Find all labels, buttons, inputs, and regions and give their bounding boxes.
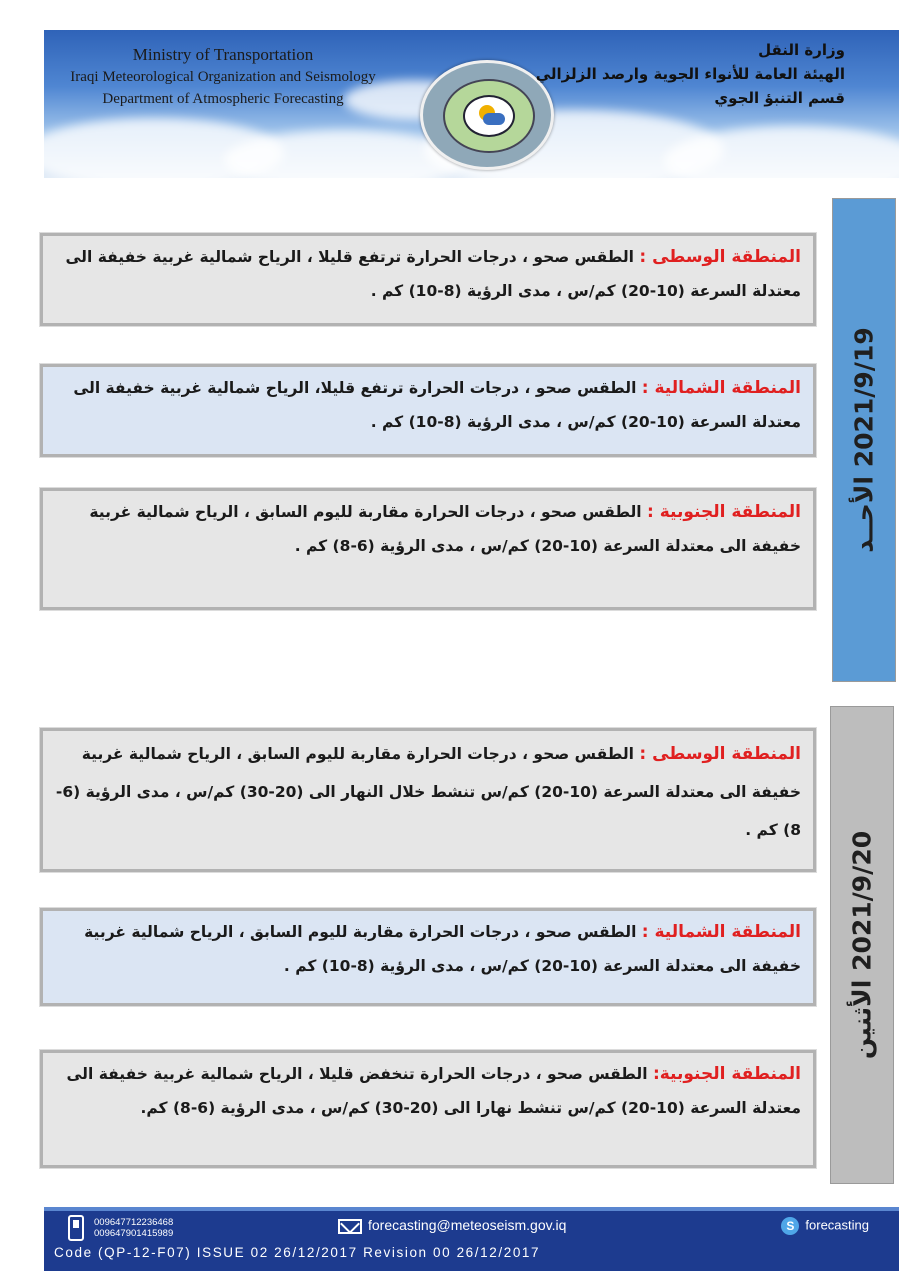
day-2-forecast-central: [40, 728, 816, 872]
forecast-text: الطقس صحو ، درجات الحرارة تنخفض قليلا ، الرياح شمالية غربية خفيفة الى معتدلة السرعة (10-20) كم/س تنشط نهارا الى (20-30) كم/س ، مدى الرؤية (6-8) كم.: [66, 1065, 801, 1117]
day-2-forecast-south: [40, 1050, 816, 1168]
region-label: المنطقة الشمالية :: [641, 378, 801, 398]
forecast-text: الطقس صحو ، درجات الحرارة ترتفع قليلا، الرياح شمالية غربية خفيفة الى معتدلة السرعة (10-20) كم/س ، مدى الرؤية (8-10) كم .: [73, 379, 801, 431]
region-label: المنطقة الجنوبية:: [652, 1064, 801, 1084]
organization-logo-icon: [420, 60, 554, 170]
day-2-date-column: [830, 706, 894, 1184]
footer-bar: [44, 1207, 899, 1271]
department-name-en: Department of Atmospheric Forecasting: [102, 91, 344, 107]
forecast-text: الطقس صحو ، درجات الحرارة مقاربة لليوم السابق ، الرياح شمالية غربية خفيفة الى معتدلة السرعة (10-20) كم/س تنشط خلال النهار الى (20-30) كم/س ، مدى الرؤية (6-8) كم .: [55, 745, 801, 839]
day-2-forecast-north: [40, 908, 816, 1006]
department-name-ar: قسم التنبؤ الجوي: [714, 89, 845, 107]
phone-numbers: [94, 1217, 173, 1239]
forecast-text: الطقس صحو ، درجات الحرارة مقاربة لليوم السابق ، الرياح شمالية غربية خفيفة الى معتدلة السرعة (10-20) كم/س ، مدى الرؤية (8-10) كم .: [84, 923, 801, 975]
skype-contact[interactable]: [781, 1217, 869, 1235]
header-banner: [44, 30, 899, 178]
day-1-date-label: 2021/9/19 الأحــد: [849, 327, 879, 553]
email-contact[interactable]: [338, 1217, 566, 1234]
phone-number-2[interactable]: 009647901415989: [94, 1228, 174, 1239]
forecast-text: الطقس صحو ، درجات الحرارة ترتفع قليلا ، الرياح شمالية غربية خفيفة الى معتدلة السرعة (10-20) كم/س ، مدى الرؤية (8-10) كم .: [65, 248, 801, 300]
organization-name-ar: الهيئة العامة للأنواء الجوية وارصد الزلزالي: [535, 65, 845, 83]
forecast-text: الطقس صحو ، درجات الحرارة مقاربة لليوم السابق ، الرياح شمالية غربية خفيفة الى معتدلة السرعة (10-20) كم/س ، مدى الرؤية (6-8) كم .: [89, 503, 801, 555]
email-address[interactable]: forecasting@meteoseism.gov.iq: [368, 1217, 567, 1233]
ministry-name-en: Ministry of Transportation: [132, 45, 314, 64]
region-label: المنطقة الجنوبية :: [647, 502, 801, 522]
envelope-icon: [338, 1219, 362, 1234]
skype-icon: S: [781, 1217, 799, 1235]
skype-handle[interactable]: forecasting: [805, 1217, 869, 1233]
footer-contacts: [44, 1219, 899, 1243]
day-1-date-column: [832, 198, 896, 682]
ministry-name-ar: وزارة النقل: [758, 41, 845, 59]
day-1-forecast-north: [40, 364, 816, 457]
phone-icon: [68, 1215, 84, 1241]
phone-number-1[interactable]: 009647712236468: [94, 1217, 174, 1228]
organization-name-en: Iraqi Meteorological Organization and Seismology: [70, 69, 376, 85]
header-arabic-block: [535, 38, 845, 110]
day-1-forecast-central: [40, 233, 816, 326]
region-label: المنطقة الشمالية :: [641, 922, 801, 942]
region-label: المنطقة الوسطى :: [639, 247, 801, 267]
document-code-line: Code (QP-12-F07) ISSUE 02 26/12/2017 Revision 00 26/12/2017: [54, 1245, 541, 1260]
day-1-forecast-south: [40, 488, 816, 610]
region-label: المنطقة الوسطى :: [639, 744, 801, 764]
day-2-date-label: 2021/9/20 الأثنين: [847, 830, 877, 1060]
header-english-block: [58, 44, 388, 110]
